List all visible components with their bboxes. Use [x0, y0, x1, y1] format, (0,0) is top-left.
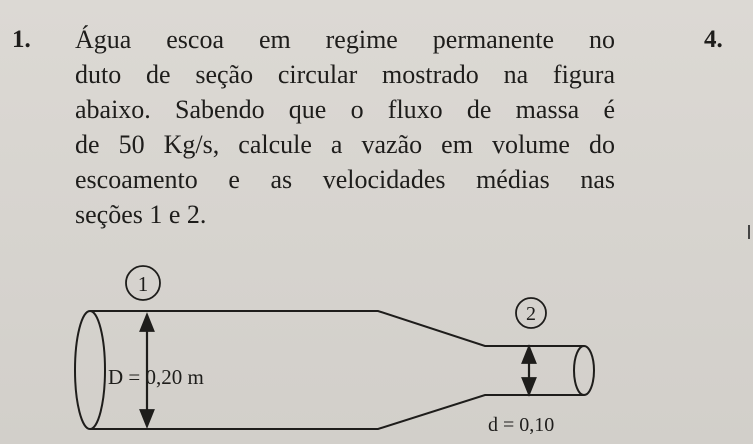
question-line-6: seções 1 e 2. [75, 200, 207, 229]
question-number: 1. [12, 26, 31, 53]
pipe-outlet-ellipse [574, 346, 594, 395]
next-question-number: 4. [704, 26, 723, 53]
diameter-2-label: d = 0,10 [488, 414, 555, 436]
section-1-label: 1 [137, 272, 149, 296]
question-line-3: abaixo. Sabendo que o fluxo de massa é [75, 95, 615, 124]
diameter-1-label: D = 0,20 m [108, 365, 204, 389]
pipe-inlet-ellipse [75, 311, 105, 429]
question-line-1: Água escoa em regime permanente no [75, 25, 615, 54]
question-line-4: de 50 Kg/s, calcule a vazão em volume do [75, 130, 615, 159]
question-line-5: escoamento e as velocidades médias nas [75, 165, 615, 194]
section-2-label: 2 [526, 303, 536, 325]
question-line-2: duto de seção circular mostrado na figura [75, 60, 615, 89]
